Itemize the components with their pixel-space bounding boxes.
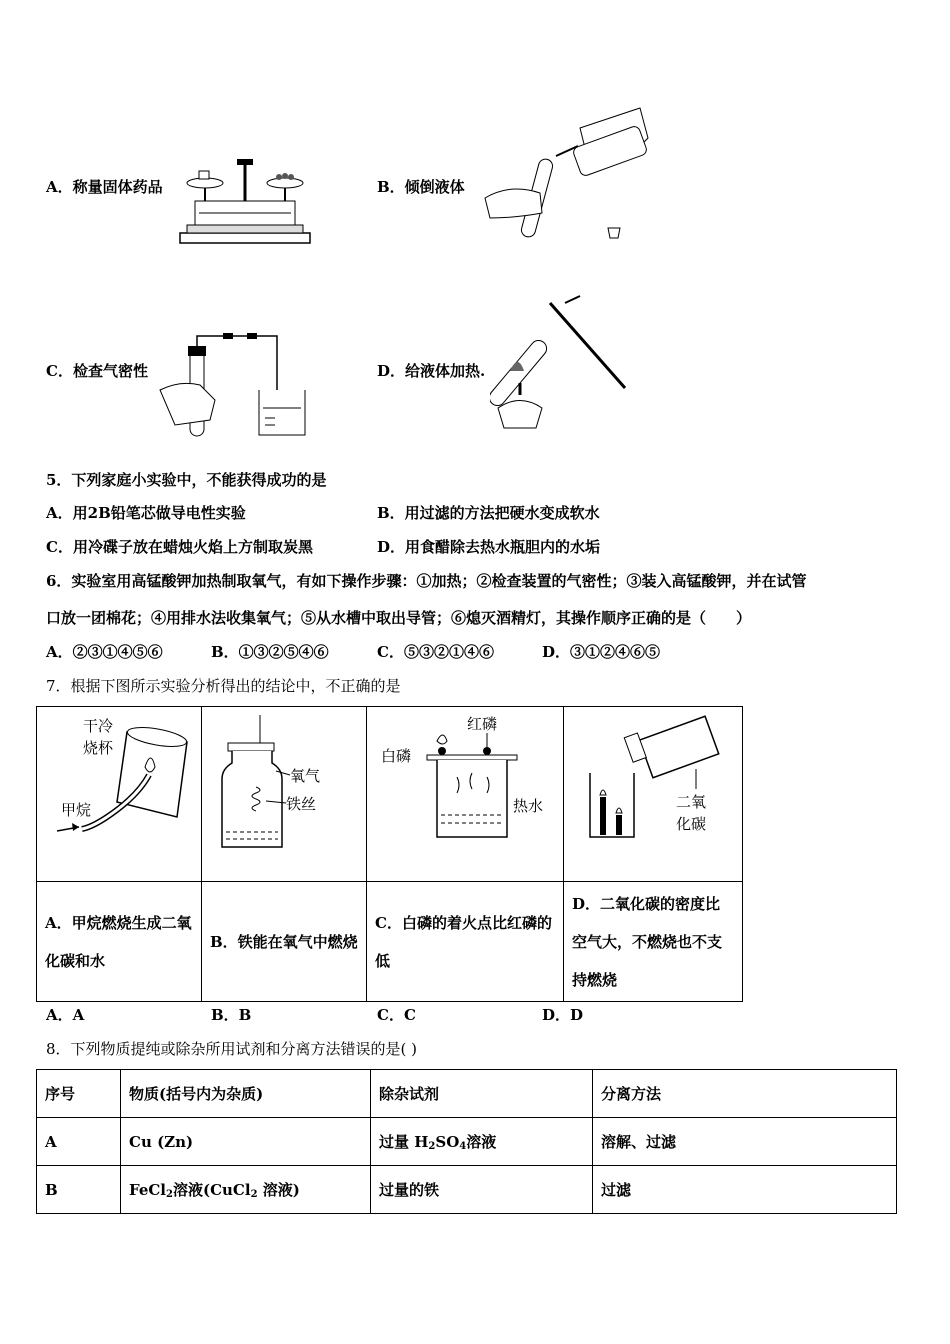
q5-option-a: A．用2B铅笔芯做导电性实验 [46, 504, 246, 522]
row-reagent: 过量 $H_2SO_4$溶液 [371, 1118, 593, 1166]
svg-text:热水: 热水 [513, 797, 544, 815]
q7-option-a: A．A [46, 1006, 85, 1024]
q7-conclusion-c: C．白磷的着火点比红磷的低 [367, 882, 564, 1002]
methane-burning-figure [37, 707, 201, 877]
q7-stem: 7．根据下图所示实验分析得出的结论中，不正确的是 [46, 677, 401, 695]
svg-text:白磷: 白磷 [381, 747, 412, 765]
q7-figure-a [37, 707, 202, 882]
row-substance: Cu (Zn) [121, 1118, 371, 1166]
q7-figure-b [202, 707, 367, 882]
row-method: 过滤 [593, 1166, 897, 1214]
q8-stem: 8．下列物质提纯或除杂所用试剂和分离方法错误的是( ) [46, 1040, 418, 1058]
header-cell: 除杂试剂 [371, 1070, 593, 1118]
heating-liquid-figure [490, 293, 630, 433]
svg-text:化碳: 化碳 [676, 815, 707, 833]
q4-option-d: D．给液体加热. [377, 362, 486, 380]
svg-text:铁丝: 铁丝 [286, 795, 317, 813]
table-row [37, 1118, 897, 1166]
svg-text:烧杯: 烧杯 [83, 739, 114, 757]
pouring-figure [480, 98, 650, 248]
q4-option-b: B．倾倒液体 [377, 178, 465, 196]
q6-option-b: B．①③②⑤④⑥ [211, 643, 329, 661]
header-cell: 序号 [37, 1070, 121, 1118]
q6-option-a: A．②③①④⑤⑥ [46, 643, 163, 661]
iron-oxygen-figure [202, 707, 366, 877]
q7-option-d: D．D [542, 1006, 584, 1024]
svg-text:氧气: 氧气 [290, 767, 321, 785]
header-cell: 分离方法 [593, 1070, 897, 1118]
co2-figure [564, 707, 742, 877]
q7-conclusion-d: D．二氧化碳的密度比空气大，不燃烧也不支持燃烧 [564, 882, 743, 1002]
q6-option-d: D．③①②④⑥⑤ [542, 643, 661, 661]
q5-option-d: D．用食醋除去热水瓶胆内的水垢 [377, 538, 601, 556]
row-id: B [37, 1166, 121, 1214]
q6-stem-line2: 口放一团棉花；④用排水法收集氧气；⑤从水槽中取出导管；⑥熄灭酒精灯，其操作顺序正确的是（ ） [46, 609, 752, 627]
svg-text:甲烷: 甲烷 [61, 801, 92, 819]
q4-option-a: A．称量固体药品 [46, 178, 163, 196]
q7-option-c: C．C [377, 1006, 416, 1024]
row-reagent: 过量的铁 [371, 1166, 593, 1214]
header-cell: 物质(括号内为杂质) [121, 1070, 371, 1118]
q7-conclusion-a: A．甲烷燃烧生成二氧化碳和水 [37, 882, 202, 1002]
phosphorus-figure [367, 707, 563, 877]
q7-figure-table [36, 706, 743, 1002]
q5-stem: 5．下列家庭小实验中，不能获得成功的是 [46, 471, 327, 489]
row-substance: FeCl$_2$溶液(CuCl$_2$ 溶液) [121, 1166, 371, 1214]
svg-text:红磷: 红磷 [467, 715, 498, 733]
q4-option-c: C．检查气密性 [46, 362, 148, 380]
table-header-row [37, 1070, 897, 1118]
q7-figure-d [564, 707, 743, 882]
q7-option-b: B．B [211, 1006, 252, 1024]
q8-table [36, 1069, 897, 1214]
svg-text:干冷: 干冷 [83, 717, 114, 735]
q6-stem-line1: 6．实验室用高锰酸钾加热制取氧气，有如下操作步骤：①加热；②检查装置的气密性；③装入高锰酸钾，并在试管 [46, 572, 807, 590]
q5-option-c: C．用冷碟子放在蜡烛火焰上方制取炭黑 [46, 538, 313, 556]
airtightness-figure [155, 330, 315, 442]
row-method: 溶解、过滤 [593, 1118, 897, 1166]
table-row [37, 1166, 897, 1214]
q7-figure-c [367, 707, 564, 882]
row-id: A [37, 1118, 121, 1166]
svg-text:二氧: 二氧 [676, 793, 707, 811]
q5-option-b: B．用过滤的方法把硬水变成软水 [377, 504, 600, 522]
q6-option-c: C．⑤③②①④⑥ [377, 643, 494, 661]
balance-figure [175, 155, 315, 247]
q7-conclusion-b: B．铁能在氧气中燃烧 [202, 882, 367, 1002]
